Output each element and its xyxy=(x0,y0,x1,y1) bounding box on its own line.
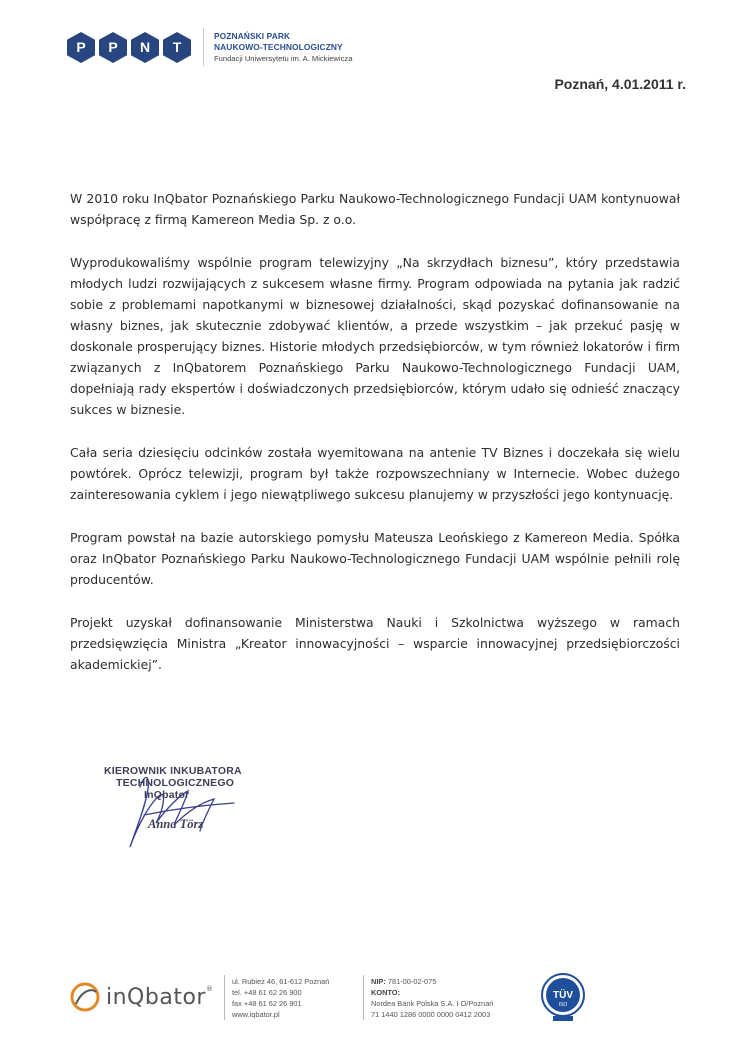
inqbator-mark-icon xyxy=(68,980,102,1014)
tuv-sub-text: ISO xyxy=(558,1002,568,1008)
logo-divider xyxy=(203,28,204,66)
footer-address xyxy=(232,976,329,1020)
nip-value: 781-00-02-075 xyxy=(387,977,437,986)
konto-label: KONTO: xyxy=(371,988,401,997)
stamp-line1: KIEROWNIK INKUBATORA xyxy=(104,765,242,777)
inqbator-logo xyxy=(68,980,213,1014)
footer-divider-1 xyxy=(224,975,225,1020)
letter-body xyxy=(70,188,680,697)
org-line1: POZNAŃSKI PARK xyxy=(214,30,291,41)
letter-date: Poznań, 4.01.2011 r. xyxy=(554,76,686,92)
paragraph-5: Projekt uzyskał dofinansowanie Ministerstwa Nauki i Szkolnictwa wyższego w ramach przedsięwzięcia Ministra „Kreator innowacyjności – wsparcie innowacyjnej przedsiębiorczości akademickiej”. xyxy=(70,615,680,672)
address-website: www.iqbator.pl xyxy=(232,1010,280,1019)
logo-hex-p2: P xyxy=(99,32,127,63)
stamp-line2: TECHNOLOGICZNEGO xyxy=(116,777,235,789)
stamp-line3: InQbator xyxy=(144,789,190,801)
paragraph-2: Wyprodukowaliśmy wspólnie program telewizyjny „Na skrzydłach biznesu”, który przedstawia młodych ludzi rozwijających z sukcesem własne firmy. Program odpowiada na pytania jak radzić sobie z problemami napotkanymi w biznesowej działalności, skąd pozyskać dofinansowanie na własny biznes, jak skutecznie zdobywać klientów, a przede wszystkim – jak przekuć pasję w doskonale prosperujący biznes. Historie młodych przedsiębiorców, w tym również lokatorów i firm związanych z InQbatorem Poznańskiego Parku Naukowo-Technologicznego Fundacji UAM, dopełniają rady ekspertów i doświadczonych przedsiębiorców, którym udało się odnieść znaczący sukces w biznesie. xyxy=(70,255,680,417)
tuv-certificate-badge xyxy=(540,972,586,1026)
address-street: ul. Rubież 46, 61-612 Poznań xyxy=(232,977,330,986)
inqbator-wordmark: inQbator® xyxy=(106,984,214,1010)
logo-hex-n: N xyxy=(131,32,159,63)
signature-stamp xyxy=(104,765,274,860)
paragraph-1: W 2010 roku InQbator Poznańskiego Parku Naukowo-Technologicznego Fundacji UAM kontynuował współpracę z firmą Kamereon Media Sp. z o.o. xyxy=(70,191,680,227)
footer-divider-2 xyxy=(363,975,364,1020)
bank-name: Nordea Bank Polska S.A. I O/Poznań xyxy=(371,999,494,1008)
org-name xyxy=(214,31,352,64)
address-phone: tel. +48 61 62 26 900 xyxy=(232,988,302,997)
org-line2: NAUKOWO-TECHNOLOGICZNY xyxy=(214,41,343,52)
signer-name: Anna Törz xyxy=(148,817,204,831)
address-fax: fax +48 61 62 26 901 xyxy=(232,999,302,1008)
handwritten-signature xyxy=(104,765,274,860)
logo-hex-t: T xyxy=(163,32,191,63)
paragraph-3: Cała seria dziesięciu odcinków została wyemitowana na antenie TV Biznes i doczekała się wielu powtórek. Oprócz telewizji, program był także rozpowszechniany w Internecie. Wobec dużego zainteresowania cyklem i jego niewątpliwego sukcesu planujemy w przyszłości jego kontynuację. xyxy=(70,445,680,502)
nip-label: NIP: xyxy=(371,977,386,986)
logo-hex-p1: P xyxy=(67,32,95,63)
paragraph-4: Program powstał na bazie autorskiego pomysłu Mateusza Leońskiego z Kamereon Media. Spółka oraz InQbator Poznańskiego Parku Naukowo-Technologicznego Fundacji UAM wspólnie pełnili rolę producentów. xyxy=(70,530,680,587)
org-line3: Fundacji Uniwersytetu im. A. Mickiewicza xyxy=(214,53,353,63)
bank-account: 71 1440 1286 0000 0000 0412 2003 xyxy=(371,1010,491,1019)
footer-bank-info xyxy=(371,976,493,1020)
ppnt-logo xyxy=(67,28,352,66)
tuv-text: TÜV xyxy=(553,990,573,1001)
